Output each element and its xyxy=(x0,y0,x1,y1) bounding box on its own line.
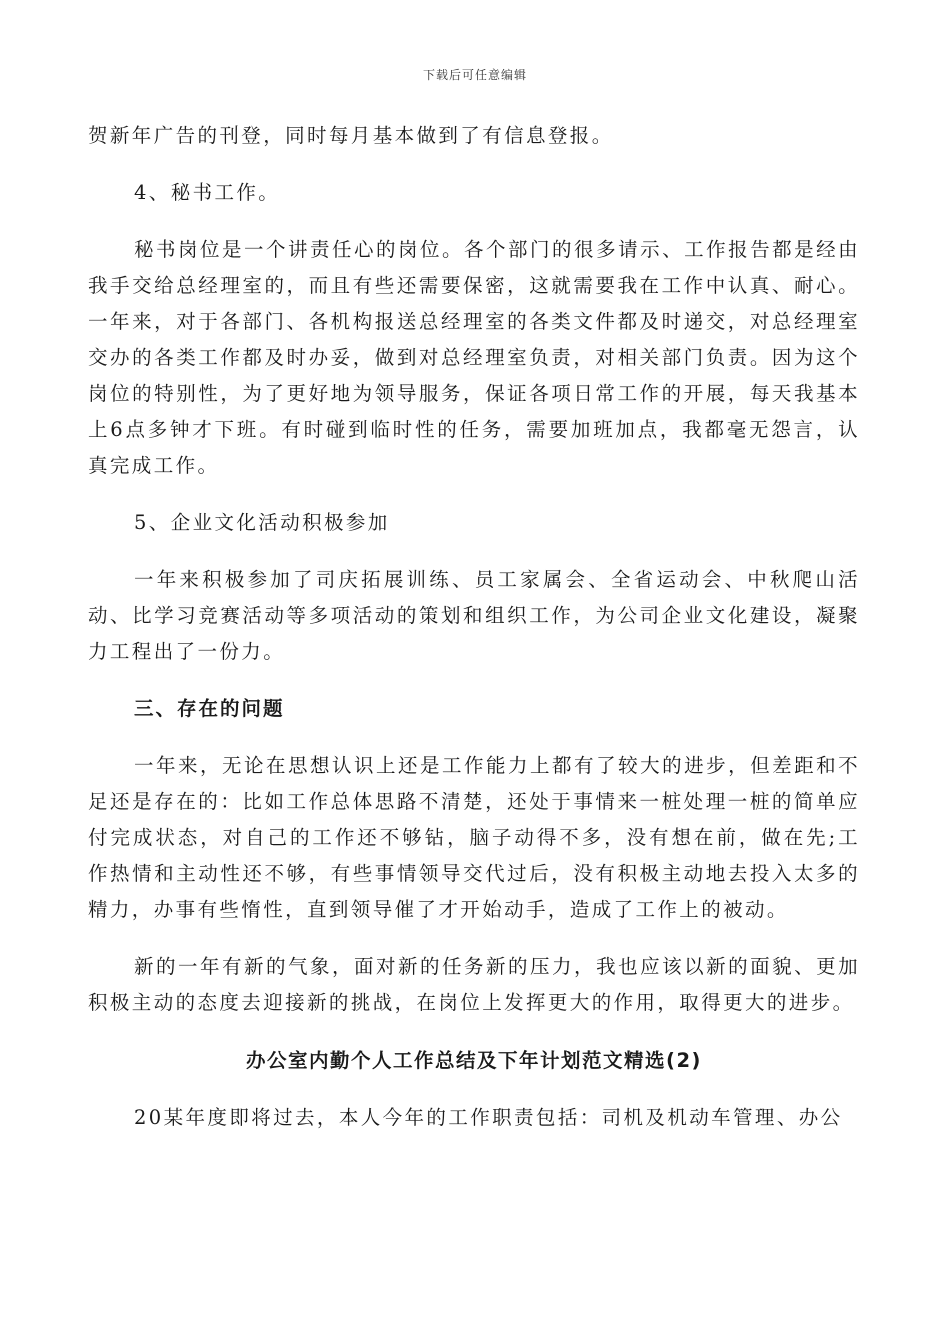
document-title-2: 办公室内勤个人工作总结及下年计划范文精选(2) xyxy=(246,1049,702,1072)
paragraph-intro-2: 20某年度即将过去，本人今年的工作职责包括：司机及机动车管理、办公 xyxy=(134,1106,843,1129)
paragraph-secretary-duties: 秘书岗位是一个讲责任心的岗位。各个部门的很多请示、工作报告都是经由我手交给总经理室的，而且有些还需要保密，这就需要我在工作中认真、耐心。一年来，对于各部门、各机构报送总经理室的各类文件都及时递交，对总经理室交办的各类工作都及时办妥，做到对总经理室负责，对相关部门负责。因为这个岗位的特别性，为了更好地为领导服务，保证各项日常工作的开展，每天我基本上6点多钟才下班。有时碰到临时性的任务，需要加班加点，我都毫无怨言，认真完成工作。 xyxy=(88,238,860,477)
paragraph-culture-activities: 一年来积极参加了司庆拓展训练、员工家属会、全省运动会、中秋爬山活动、比学习竞赛活动等多项活动的策划和组织工作，为公司企业文化建设，凝聚力工程出了一份力。 xyxy=(88,568,860,663)
paragraph-problems: 一年来，无论在思想认识上还是工作能力上都有了较大的进步，但差距和不足还是存在的：比如工作总体思路不清楚，还处于事情来一桩处理一桩的简单应付完成状态，对自己的工作还不够钻，脑子动得不多，没有想在前，做在先;工作热情和主动性还不够，有些事情领导交代过后，没有积极主动地去投入太多的精力，办事有些惰性，直到领导催了才开始动手，造成了工作上的被动。 xyxy=(88,754,860,921)
section-item-secretary-work: 4、秘书工作。 xyxy=(134,181,281,204)
document-body xyxy=(88,118,860,1157)
paragraph-continuation: 贺新年广告的刊登，同时每月基本做到了有信息登报。 xyxy=(88,124,614,147)
page-header: 下载后可任意编辑 xyxy=(422,68,527,82)
section-heading-problems: 三、存在的问题 xyxy=(134,697,285,720)
section-item-corporate-culture: 5、企业文化活动积极参加 xyxy=(134,511,390,534)
paragraph-new-year: 新的一年有新的气象，面对新的任务新的压力，我也应该以新的面貌、更加积极主动的态度去迎接新的挑战，在岗位上发挥更大的作用，取得更大的进步。 xyxy=(88,955,860,1014)
